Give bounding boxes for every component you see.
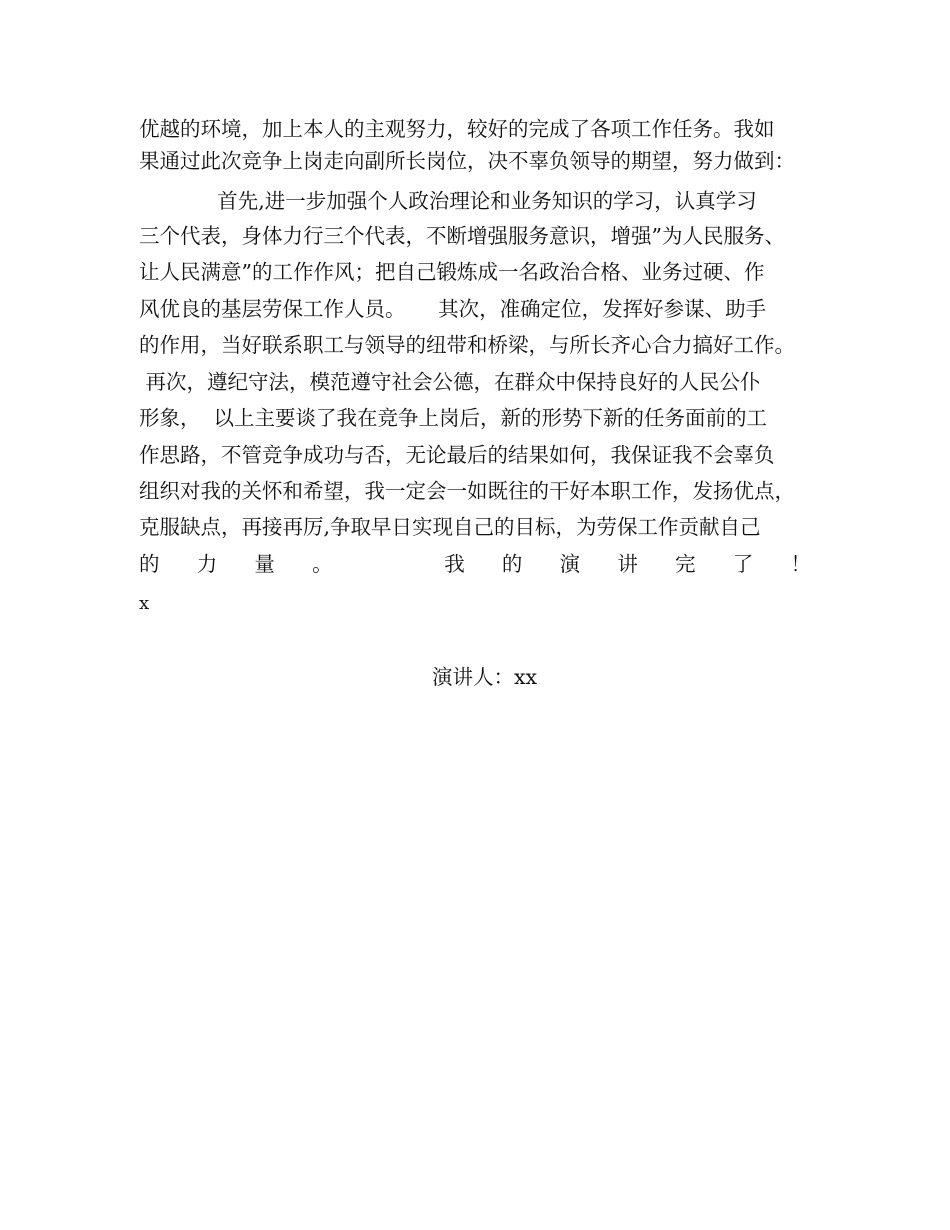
closing-char: 量 xyxy=(254,552,275,576)
trailing-text: x xyxy=(139,593,150,614)
justified-closing-line xyxy=(139,549,811,579)
speaker-signature: 演讲人：xx xyxy=(432,665,538,689)
closing-char: 讲 xyxy=(617,552,638,576)
closing-char: 了 xyxy=(732,552,754,576)
closing-char: ！ xyxy=(790,552,811,576)
body-line-4: 三个代表，身体力行三个代表，不断增强服务意识，增强”为人民服务、 xyxy=(139,224,785,248)
closing-char: 完 xyxy=(675,552,696,576)
closing-char: 的 xyxy=(501,552,523,576)
body-line-5: 让人民满意”的工作作风；把自己锻炼成一名政治合格、业务过硬、作 xyxy=(139,260,765,284)
body-line-12: 克服缺点，再接再厉,争取早日实现自己的目标，为劳保工作贡献自己 xyxy=(139,515,761,539)
body-line-8: 再次，遵纪守法，模范遵守社会公德，在群众中保持良好的人民公仆 xyxy=(139,370,761,394)
closing-char: 。 xyxy=(312,552,333,576)
body-line-10: 作思路，不管竞争成功与否，无论最后的结果如何，我保证我不会辜负 xyxy=(139,443,775,467)
body-line-3: 首先,进一步加强个人政治理论和业务知识的学习，认真学习 xyxy=(139,189,757,213)
body-line-9: 形象， 以上主要谈了我在竞争上岗后，新的形势下新的任务面前的工 xyxy=(139,406,768,430)
closing-char: 演 xyxy=(559,552,581,576)
closing-char: 的 xyxy=(139,552,160,576)
body-line-6: 风优良的基层劳保工作人员。 其次，准确定位，发挥好参谋、助手 xyxy=(139,297,767,321)
body-line-1: 优越的环境，加上本人的主观努力，较好的完成了各项工作任务。我如 xyxy=(139,117,775,141)
body-line-2: 果通过此次竞争上岗走向副所长岗位，决不辜负领导的期望，努力做到： xyxy=(139,149,795,173)
body-line-7: 的作用，当好联系职工与领导的纽带和桥梁，与所长齐心合力搞好工作。 xyxy=(139,333,795,357)
body-line-11: 组织对我的关怀和希望，我一定会一如既往的干好本职工作，发扬优点， xyxy=(139,479,795,503)
closing-char: 我 xyxy=(444,552,465,576)
closing-char: 力 xyxy=(196,552,218,576)
